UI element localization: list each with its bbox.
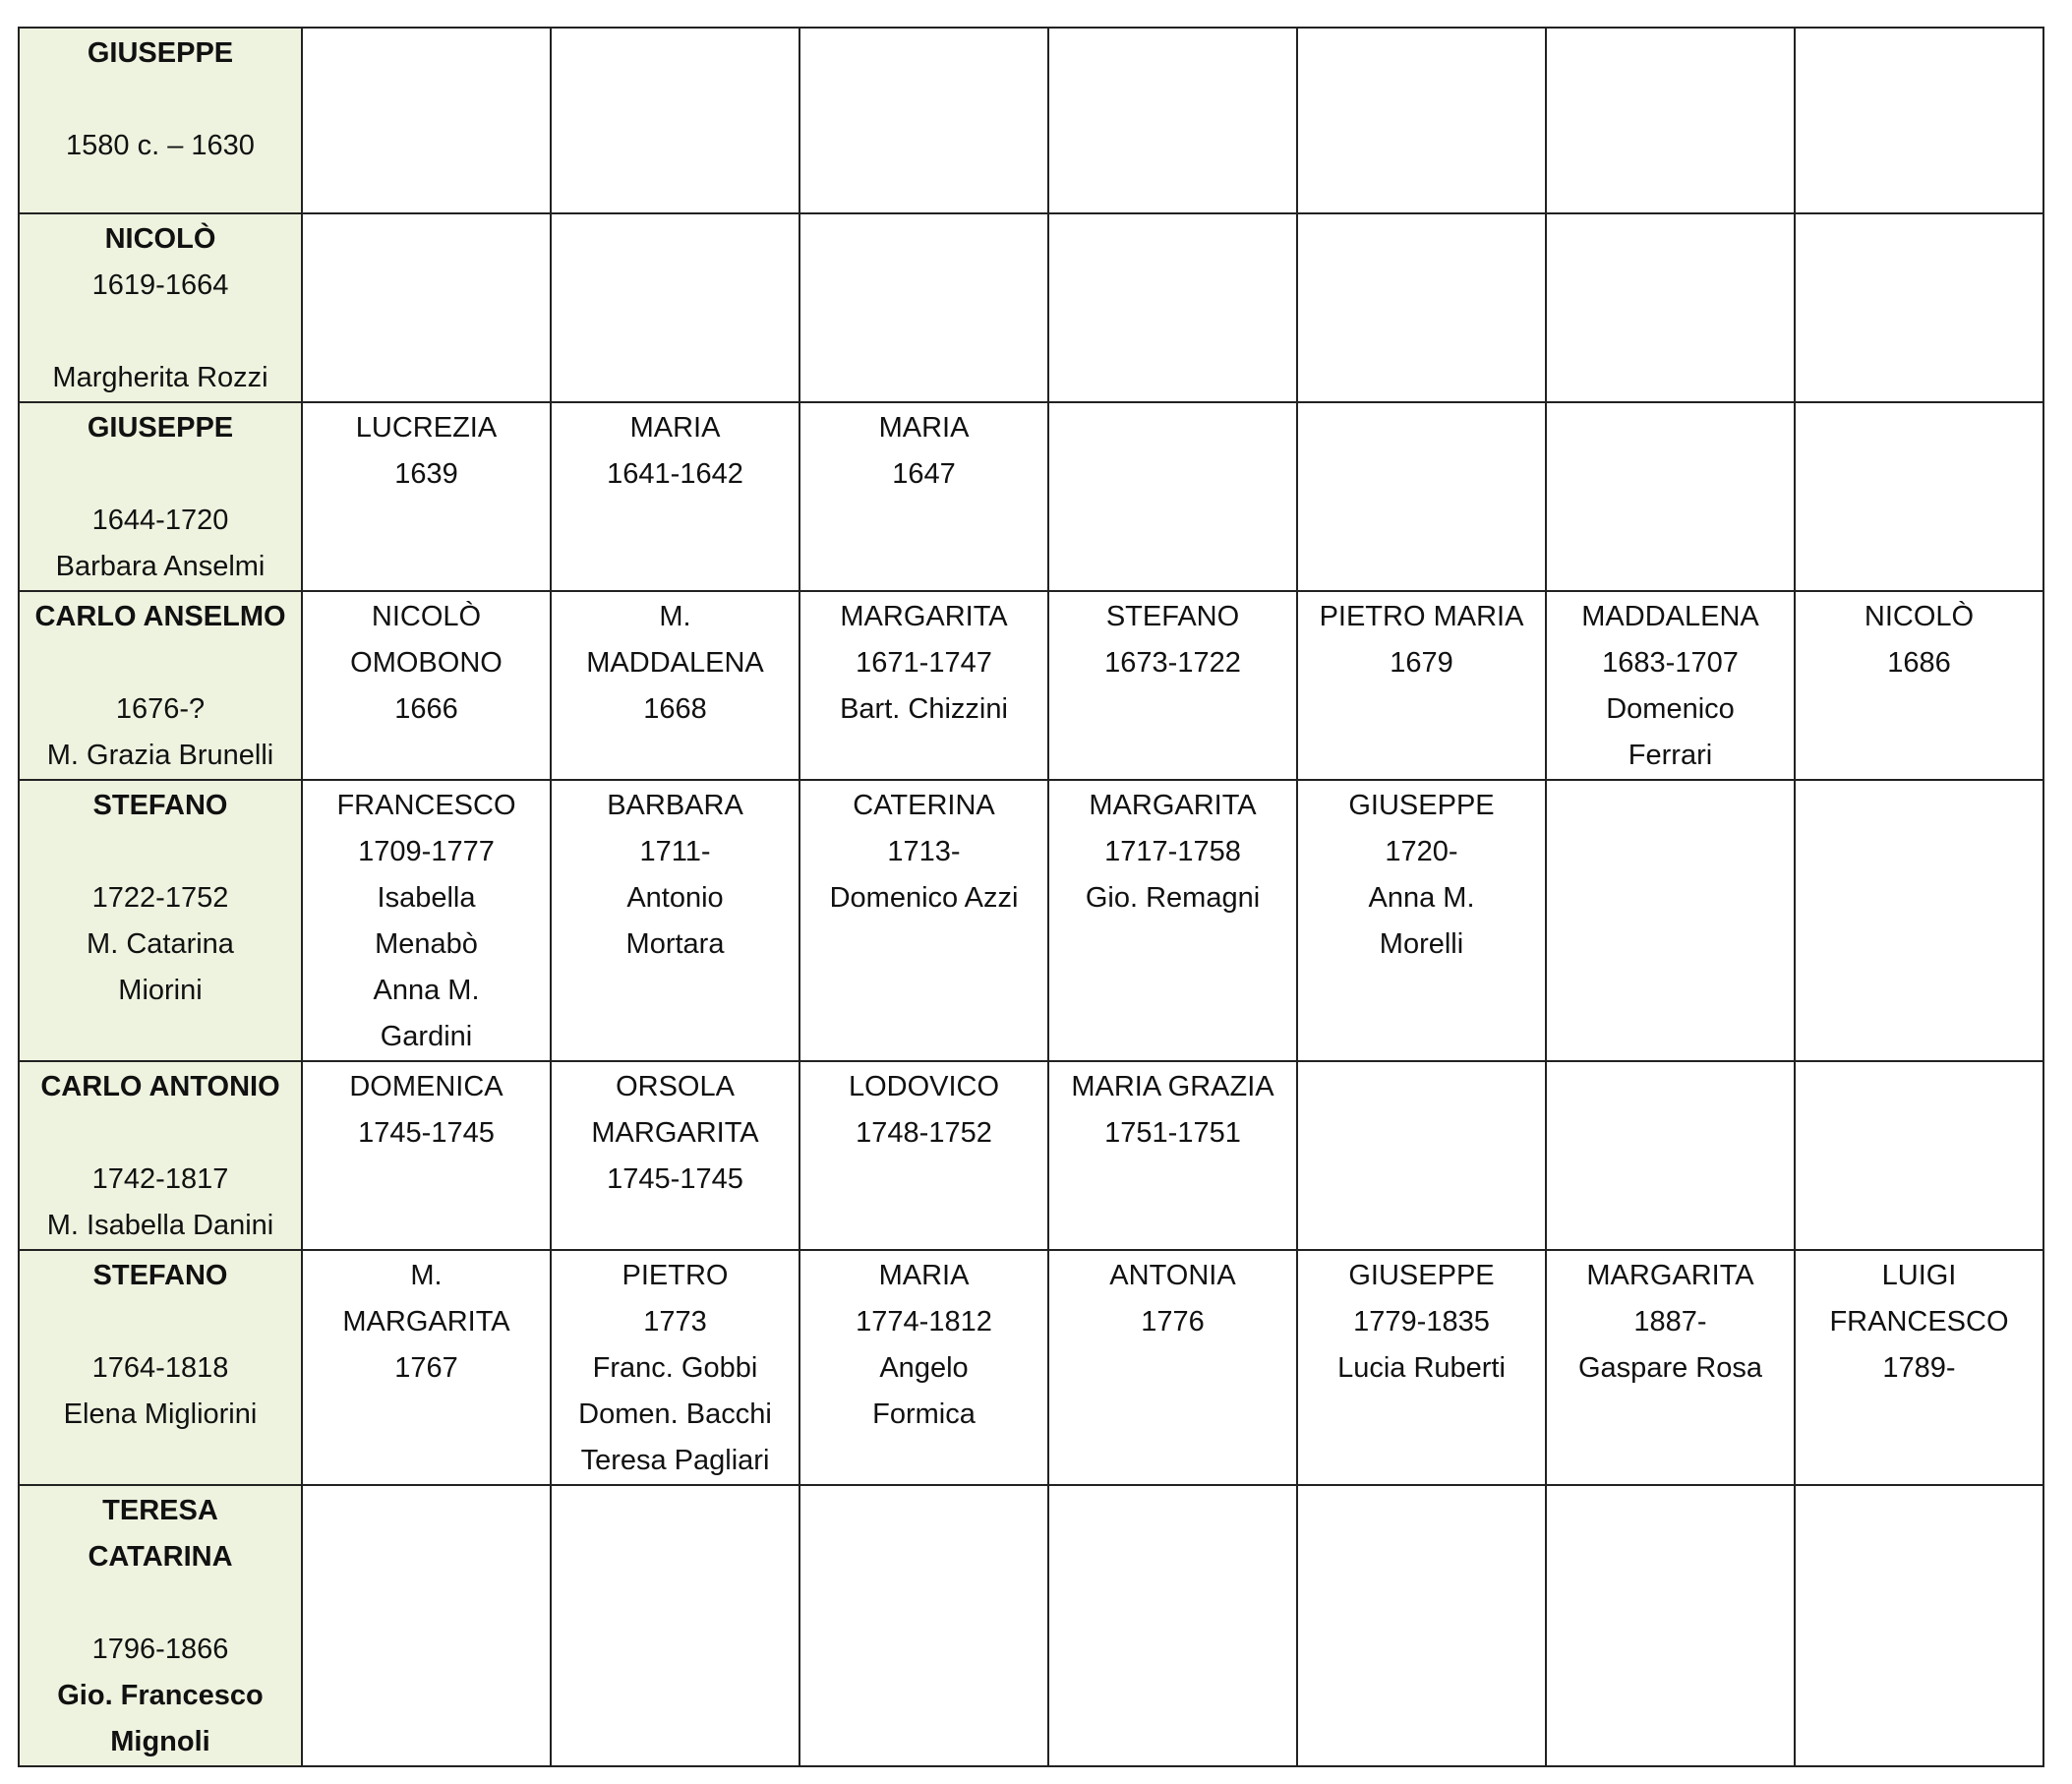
child-cell: [1048, 1250, 1297, 1485]
parent-line: TERESA: [102, 1495, 218, 1526]
child-line: 1776: [1141, 1306, 1205, 1338]
parent-line: GIUSEPPE: [87, 412, 234, 444]
child-line: Teresa Pagliari: [580, 1445, 770, 1476]
child-cell: [1048, 1061, 1297, 1250]
parent-cell: [19, 213, 302, 402]
child-line: 1639: [394, 458, 458, 490]
parent-line: [24, 640, 297, 686]
child-cell: [551, 213, 799, 402]
child-cell: [1795, 591, 2043, 780]
child-line: MADDALENA: [586, 647, 764, 679]
child-line: MARIA: [878, 412, 970, 444]
parent-line: 1796-1866: [91, 1634, 229, 1665]
parent-line: M. Grazia Brunelli: [46, 740, 274, 771]
parent-line: Miorini: [118, 975, 203, 1006]
child-line: CATERINA: [853, 790, 995, 821]
child-line: NICOLÒ: [1864, 601, 1975, 632]
child-line: Franc. Gobbi: [592, 1352, 758, 1384]
child-cell: [1048, 402, 1297, 591]
generation-row: [19, 213, 2043, 402]
child-line: PIETRO: [622, 1260, 729, 1291]
child-line: FRANCESCO: [336, 790, 516, 821]
child-line: Domenico: [1606, 693, 1735, 725]
parent-line: Gio. Francesco: [57, 1680, 264, 1711]
child-line: MARGARITA: [342, 1306, 510, 1338]
parent-cell: [19, 1061, 302, 1250]
child-line: M.: [410, 1260, 443, 1291]
child-cell: [1795, 1250, 2043, 1485]
child-line: 1671-1747: [856, 647, 992, 679]
parent-line: [24, 829, 297, 875]
child-cell: [1297, 1250, 1546, 1485]
child-cell: [1546, 28, 1795, 213]
child-cell: [1048, 28, 1297, 213]
parent-line: Barbara Anselmi: [55, 551, 266, 582]
parent-line: [24, 309, 297, 355]
child-cell: [551, 1485, 799, 1766]
parent-line: [24, 1580, 297, 1627]
generation-row: [19, 591, 2043, 780]
child-line: Isabella: [377, 882, 476, 914]
child-line: MADDALENA: [1581, 601, 1759, 632]
child-line: Bart. Chizzini: [840, 693, 1008, 725]
child-line: 1641-1642: [607, 458, 743, 490]
child-cell: [799, 1485, 1048, 1766]
parent-line: 1619-1664: [91, 269, 229, 301]
child-line: 1779-1835: [1353, 1306, 1490, 1338]
child-line: Gio. Remagni: [1085, 882, 1261, 914]
child-line: Lucia Ruberti: [1337, 1352, 1506, 1384]
child-line: GIUSEPPE: [1348, 790, 1495, 821]
child-cell: [551, 780, 799, 1061]
child-cell: [799, 28, 1048, 213]
child-cell: [302, 28, 551, 213]
child-line: 1745-1745: [358, 1117, 495, 1149]
child-cell: [302, 1250, 551, 1485]
child-cell: [1048, 591, 1297, 780]
child-cell: [1546, 213, 1795, 402]
child-cell: [1297, 402, 1546, 591]
child-line: Angelo: [879, 1352, 969, 1384]
parent-cell: [19, 28, 302, 213]
child-line: Domenico Azzi: [829, 882, 1019, 914]
parent-cell: [19, 780, 302, 1061]
child-line: 1666: [394, 693, 458, 725]
child-cell: [1795, 402, 2043, 591]
generation-row: [19, 780, 2043, 1061]
parent-line: [24, 1299, 297, 1345]
child-cell: [1795, 1061, 2043, 1250]
child-line: 1717-1758: [1104, 836, 1241, 867]
parent-line: M. Catarina: [87, 928, 234, 960]
child-line: Anna M.: [373, 975, 480, 1006]
child-cell: [1546, 1061, 1795, 1250]
child-line: LUIGI: [1881, 1260, 1957, 1291]
child-cell: [551, 28, 799, 213]
child-cell: [302, 1485, 551, 1766]
child-line: DOMENICA: [349, 1071, 503, 1102]
child-line: MARIA: [878, 1260, 970, 1291]
child-line: 1711-: [639, 836, 711, 867]
child-line: MARIA GRAZIA: [1071, 1071, 1274, 1102]
child-cell: [1546, 780, 1795, 1061]
child-line: ANTONIA: [1109, 1260, 1236, 1291]
child-cell: [1795, 1485, 2043, 1766]
child-cell: [302, 1061, 551, 1250]
child-cell: [1297, 780, 1546, 1061]
parent-line: STEFANO: [92, 790, 228, 821]
child-line: MARGARITA: [840, 601, 1008, 632]
parent-line: 1676-?: [115, 693, 206, 725]
parent-line: CATARINA: [88, 1541, 233, 1573]
child-cell: [1297, 1061, 1546, 1250]
child-line: 1686: [1887, 647, 1951, 679]
child-line: Menabò: [375, 928, 478, 960]
parent-line: 1742-1817: [91, 1163, 229, 1195]
parent-line: CARLO ANSELMO: [34, 601, 286, 632]
child-line: 1789-: [1882, 1352, 1956, 1384]
child-cell: [1546, 402, 1795, 591]
child-line: 1713-: [887, 836, 961, 867]
child-line: 1745-1745: [607, 1163, 743, 1195]
parent-line: 1764-1818: [91, 1352, 229, 1384]
generation-row: [19, 1061, 2043, 1250]
child-line: 1887-: [1633, 1306, 1707, 1338]
child-line: 1683-1707: [1602, 647, 1739, 679]
child-cell: [799, 780, 1048, 1061]
child-cell: [1297, 591, 1546, 780]
child-line: BARBARA: [607, 790, 743, 821]
child-line: Morelli: [1379, 928, 1464, 960]
child-line: FRANCESCO: [1829, 1306, 2009, 1338]
parent-line: GIUSEPPE: [87, 37, 234, 69]
parent-cell: [19, 1485, 302, 1766]
child-cell: [1546, 1485, 1795, 1766]
parent-line: CARLO ANTONIO: [40, 1071, 280, 1102]
child-cell: [799, 213, 1048, 402]
parent-line: Elena Migliorini: [63, 1398, 258, 1430]
generation-row: [19, 28, 2043, 213]
child-line: LUCREZIA: [355, 412, 498, 444]
parent-line: STEFANO: [92, 1260, 228, 1291]
parent-cell: [19, 1250, 302, 1485]
genealogy-table: [18, 27, 2044, 1767]
child-line: Domen. Bacchi: [578, 1398, 772, 1430]
child-line: PIETRO MARIA: [1319, 601, 1524, 632]
parent-cell: [19, 402, 302, 591]
child-line: MARIA: [629, 412, 721, 444]
child-line: 1751-1751: [1104, 1117, 1241, 1149]
parent-cell: [19, 591, 302, 780]
child-line: Ferrari: [1628, 740, 1713, 771]
child-line: 1773: [643, 1306, 707, 1338]
child-cell: [551, 591, 799, 780]
generation-row: [19, 1485, 2043, 1766]
parent-line: Margherita Rozzi: [52, 362, 268, 393]
child-line: MARGARITA: [591, 1117, 759, 1149]
child-cell: [1795, 213, 2043, 402]
parent-line: M. Isabella Danini: [46, 1210, 274, 1241]
child-line: 1767: [394, 1352, 458, 1384]
child-cell: [302, 780, 551, 1061]
child-line: NICOLÒ: [371, 601, 482, 632]
child-cell: [799, 402, 1048, 591]
parent-line: NICOLÒ: [104, 223, 216, 255]
child-cell: [1297, 213, 1546, 402]
child-line: 1673-1722: [1104, 647, 1241, 679]
child-line: 1679: [1390, 647, 1453, 679]
parent-line: 1722-1752: [91, 882, 229, 914]
child-cell: [551, 402, 799, 591]
child-line: MARGARITA: [1586, 1260, 1754, 1291]
generation-row: [19, 402, 2043, 591]
child-line: Gardini: [380, 1021, 473, 1052]
child-line: Gaspare Rosa: [1578, 1352, 1762, 1384]
child-cell: [1048, 1485, 1297, 1766]
child-line: Formica: [872, 1398, 976, 1430]
child-cell: [1297, 28, 1546, 213]
child-cell: [1795, 780, 2043, 1061]
parent-line: 1644-1720: [91, 505, 229, 536]
child-cell: [1297, 1485, 1546, 1766]
generation-row: [19, 1250, 2043, 1485]
child-cell: [799, 1061, 1048, 1250]
child-cell: [302, 402, 551, 591]
child-line: 1748-1752: [856, 1117, 992, 1149]
child-cell: [1546, 1250, 1795, 1485]
parent-line: Mignoli: [110, 1726, 210, 1757]
child-line: GIUSEPPE: [1348, 1260, 1495, 1291]
parent-line: [24, 77, 297, 123]
child-line: 1774-1812: [856, 1306, 992, 1338]
child-line: 1668: [643, 693, 707, 725]
child-line: 1647: [892, 458, 956, 490]
child-line: 1720-: [1385, 836, 1458, 867]
child-line: STEFANO: [1105, 601, 1240, 632]
child-cell: [799, 591, 1048, 780]
child-line: OMOBONO: [350, 647, 503, 679]
child-line: 1709-1777: [358, 836, 495, 867]
child-cell: [1546, 591, 1795, 780]
child-line: Anna M.: [1368, 882, 1475, 914]
parent-line: [24, 1110, 297, 1157]
child-cell: [1048, 780, 1297, 1061]
child-cell: [302, 591, 551, 780]
child-cell: [799, 1250, 1048, 1485]
child-cell: [551, 1250, 799, 1485]
parent-line: [24, 451, 297, 498]
child-cell: [1048, 213, 1297, 402]
child-cell: [1795, 28, 2043, 213]
child-line: Mortara: [625, 928, 725, 960]
child-line: ORSOLA: [616, 1071, 735, 1102]
child-line: M.: [659, 601, 691, 632]
child-cell: [551, 1061, 799, 1250]
child-line: MARGARITA: [1089, 790, 1257, 821]
child-line: LODOVICO: [848, 1071, 1000, 1102]
child-line: Antonio: [626, 882, 724, 914]
child-cell: [302, 213, 551, 402]
parent-line: 1580 c. – 1630: [66, 130, 255, 161]
